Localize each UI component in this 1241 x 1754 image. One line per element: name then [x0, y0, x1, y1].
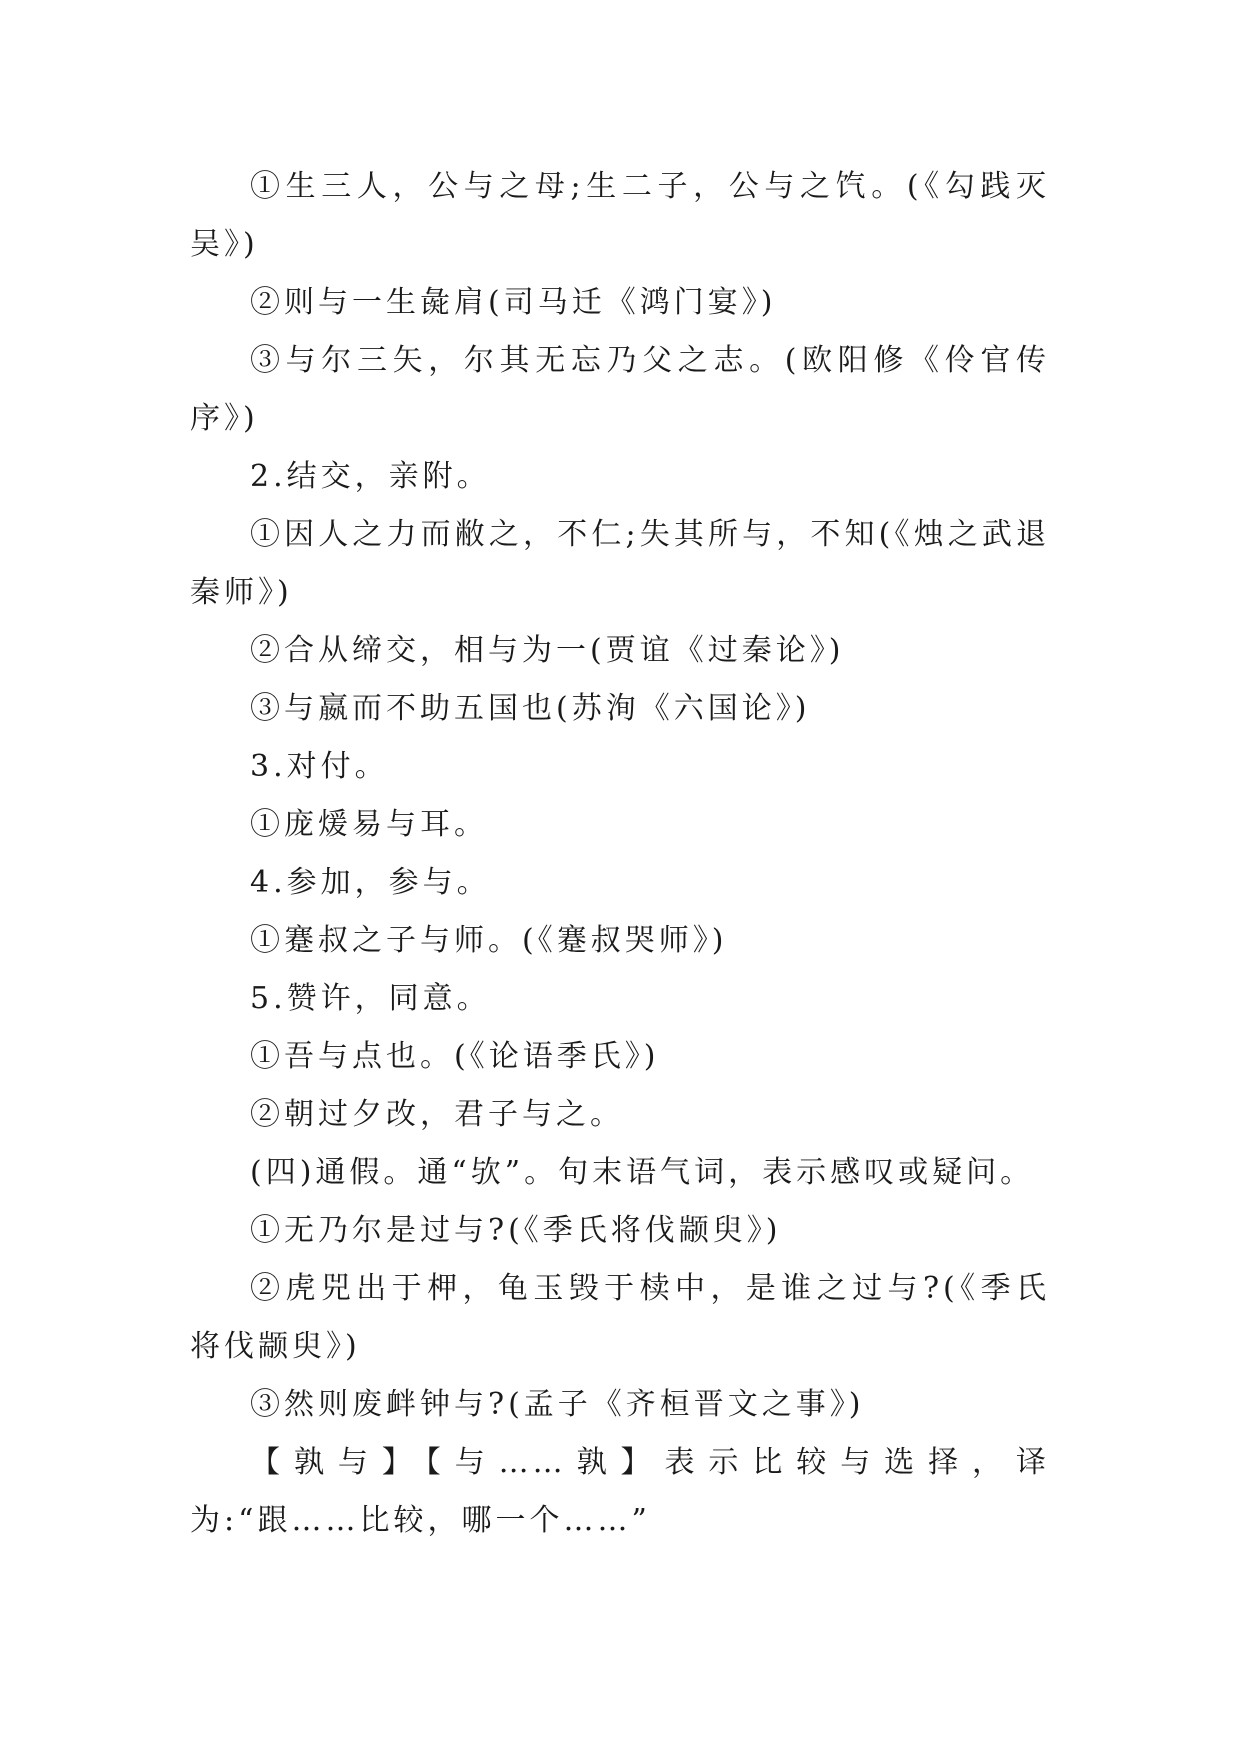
- paragraph-5: ①因人之力而敝之，不仁;失其所与，不知(《烛之武退秦师》): [190, 517, 1050, 610]
- paragraph-14: ②朝过夕改，君子与之。: [250, 1097, 624, 1132]
- document-body: [190, 158, 1050, 1550]
- paragraph-11: ①蹇叔之子与师。(《蹇叔哭师》): [250, 923, 728, 958]
- paragraph-7: ③与嬴而不助五国也(苏洵《六国论》): [250, 691, 811, 726]
- paragraph-16: ①无乃尔是过与?(《季氏将伐颛臾》): [250, 1213, 782, 1248]
- paragraph-4: 2.结交，亲附。: [250, 459, 491, 494]
- paragraph-12: 5.赞许，同意。: [250, 981, 491, 1016]
- paragraph-10: 4.参加，参与。: [250, 865, 491, 900]
- paragraph-15: (四)通假。通“欤”。句末语气词，表示感叹或疑问。: [250, 1155, 1035, 1190]
- paragraph-9: ①庞煖易与耳。: [250, 807, 488, 842]
- paragraph-18: ③然则废衅钟与?(孟子《齐桓晋文之事》): [250, 1387, 865, 1422]
- paragraph-6: ②合从缔交，相与为一(贾谊《过秦论》): [250, 633, 845, 668]
- paragraph-1: ①生三人，公与之母;生二子，公与之饩。(《勾践灭吴》): [190, 169, 1050, 262]
- paragraph-8: 3.对付。: [250, 749, 389, 784]
- paragraph-17: ②虎兕出于柙，龟玉毁于椟中，是谁之过与?(《季氏将伐颛臾》): [190, 1271, 1050, 1364]
- paragraph-2: ②则与一生彘肩(司马迁《鸿门宴》): [250, 285, 777, 320]
- paragraph-19: 【孰与】【与……孰】表示比较与选择，译为:“跟……比较，哪一个……”: [190, 1445, 1050, 1538]
- paragraph-3: ③与尔三矢，尔其无忘乃父之志。(欧阳修《伶官传序》): [190, 343, 1050, 436]
- paragraph-13: ①吾与点也。(《论语季氏》): [250, 1039, 660, 1074]
